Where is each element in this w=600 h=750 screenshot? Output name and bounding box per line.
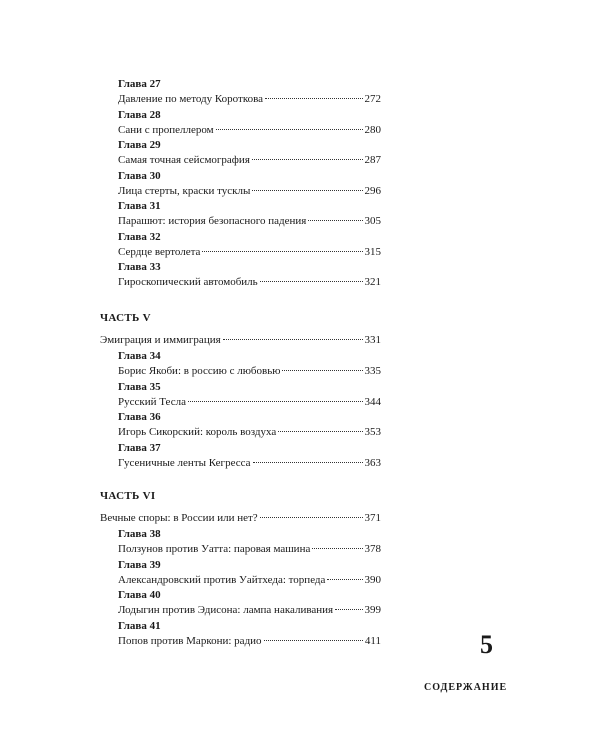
chapter-label: Глава 33 [118, 261, 161, 273]
running-head: СОДЕРЖАНИЕ [424, 682, 508, 693]
chapter-title: Александровский против Уайтхеда: торпеда [118, 573, 326, 586]
chapter-title: Игорь Сикорский: король воздуха [118, 426, 277, 438]
toc-entry[interactable] [0, 261, 600, 292]
chapter-title: Сердце вертолета [118, 245, 201, 258]
page-ref: 399 [364, 604, 381, 616]
chapter-title: Гироскопический автомобиль [118, 276, 258, 288]
dot-leader [265, 98, 362, 99]
chapter-title: Самая точная сейсмография [118, 154, 250, 166]
toc-entry[interactable] [0, 620, 600, 651]
toc-entry[interactable] [0, 528, 600, 559]
dot-leader [260, 281, 363, 282]
chapter-label: Глава 29 [118, 139, 161, 151]
chapter-title: Русский Тесла [118, 395, 186, 408]
toc-entry[interactable] [0, 200, 600, 231]
chapter-label: Глава 36 [118, 411, 161, 423]
dot-leader [252, 190, 362, 191]
chapter-title: Попов против Маркони: радио [118, 634, 262, 647]
dot-leader [264, 640, 363, 641]
toc-line [118, 154, 381, 166]
page-ref: 353 [364, 426, 381, 438]
chapter-title: Гусеничные ленты Кегресса [118, 456, 251, 469]
chapter-title: Парашют: история безопасного падения [118, 215, 307, 227]
chapter-title: Лица стерты, краски тусклы [118, 184, 251, 197]
toc-line [118, 365, 381, 377]
toc-entry[interactable] [0, 350, 600, 381]
page-ref: 378 [364, 543, 381, 555]
page-ref: 411 [364, 634, 381, 647]
toc-line [118, 93, 381, 105]
toc-section-part-6 [0, 490, 600, 650]
dot-leader [188, 401, 363, 402]
toc-line [118, 185, 381, 197]
toc-section-1 [0, 78, 600, 292]
toc-line [118, 396, 381, 408]
page-number: 5 [480, 630, 493, 659]
dot-leader [335, 609, 362, 610]
toc-line [118, 635, 381, 647]
page-ref: 321 [364, 276, 381, 288]
chapter-title: Давление по методу Короткова [118, 93, 264, 105]
chapter-label: Глава 32 [118, 230, 161, 243]
chapter-title: Сани с пропеллером [118, 123, 214, 136]
toc-entry[interactable] [0, 78, 600, 109]
toc-line [118, 215, 381, 227]
part-intro-entry[interactable] [100, 334, 381, 350]
page-ref: 287 [364, 154, 381, 166]
toc-line [118, 276, 381, 288]
page-ref: 296 [364, 184, 381, 197]
chapter-label: Глава 31 [118, 200, 161, 212]
dot-leader [278, 431, 362, 432]
dot-leader [223, 339, 363, 340]
chapter-label: Глава 28 [118, 108, 161, 121]
dot-leader [202, 251, 362, 252]
part-intro-title: Эмиграция и иммиграция [100, 334, 221, 346]
chapter-title: Борис Якоби: в россию с любовью [118, 365, 281, 377]
chapter-label: Глава 27 [118, 78, 161, 90]
toc-line [118, 457, 381, 469]
toc-line [118, 246, 381, 258]
dot-leader [308, 220, 362, 221]
page-ref: 371 [364, 512, 381, 524]
toc-line [118, 574, 381, 586]
chapter-label: Глава 30 [118, 169, 161, 182]
page-ref: 272 [364, 93, 381, 105]
chapter-label: Глава 34 [118, 350, 161, 362]
page-ref: 331 [364, 334, 381, 346]
page-ref: 335 [364, 365, 381, 377]
chapter-label: Глава 35 [118, 380, 161, 393]
toc-entry[interactable] [0, 170, 600, 201]
toc-line [118, 604, 381, 616]
chapter-label: Глава 38 [118, 528, 161, 540]
page-ref: 344 [364, 395, 381, 408]
toc-entry[interactable] [0, 442, 600, 473]
toc-entry[interactable] [0, 231, 600, 262]
chapter-label: Глава 37 [118, 441, 161, 454]
chapter-label: Глава 39 [118, 558, 161, 571]
toc-line [118, 124, 381, 136]
page-ref: 363 [364, 456, 381, 469]
part-heading: ЧАСТЬ V [100, 312, 151, 324]
part-heading: ЧАСТЬ VI [100, 490, 156, 502]
toc-entry[interactable] [0, 109, 600, 140]
dot-leader [282, 370, 362, 371]
dot-leader [312, 548, 362, 549]
dot-leader [216, 129, 363, 130]
toc-line [118, 543, 381, 555]
part-intro-title: Вечные споры: в России или нет? [100, 512, 258, 524]
page-ref: 280 [364, 123, 381, 136]
toc-line [118, 426, 381, 438]
toc-entry[interactable] [0, 411, 600, 442]
toc-entry[interactable] [0, 139, 600, 170]
toc-entry[interactable] [0, 589, 600, 620]
part-intro-entry[interactable] [100, 512, 381, 528]
page-ref: 390 [364, 573, 381, 586]
dot-leader [253, 462, 363, 463]
toc-entry[interactable] [0, 381, 600, 412]
dot-leader [260, 517, 363, 518]
dot-leader [327, 579, 362, 580]
page-ref: 305 [364, 215, 381, 227]
chapter-label: Глава 40 [118, 589, 161, 601]
page-ref: 315 [364, 245, 381, 258]
chapter-title: Ползунов против Уатта: паровая машина [118, 543, 311, 555]
chapter-title: Лодыгин против Эдисона: лампа накаливания [118, 604, 334, 616]
dot-leader [252, 159, 363, 160]
chapter-label: Глава 41 [118, 619, 161, 632]
toc-entry[interactable] [0, 559, 600, 590]
toc-section-part-5 [0, 312, 600, 472]
